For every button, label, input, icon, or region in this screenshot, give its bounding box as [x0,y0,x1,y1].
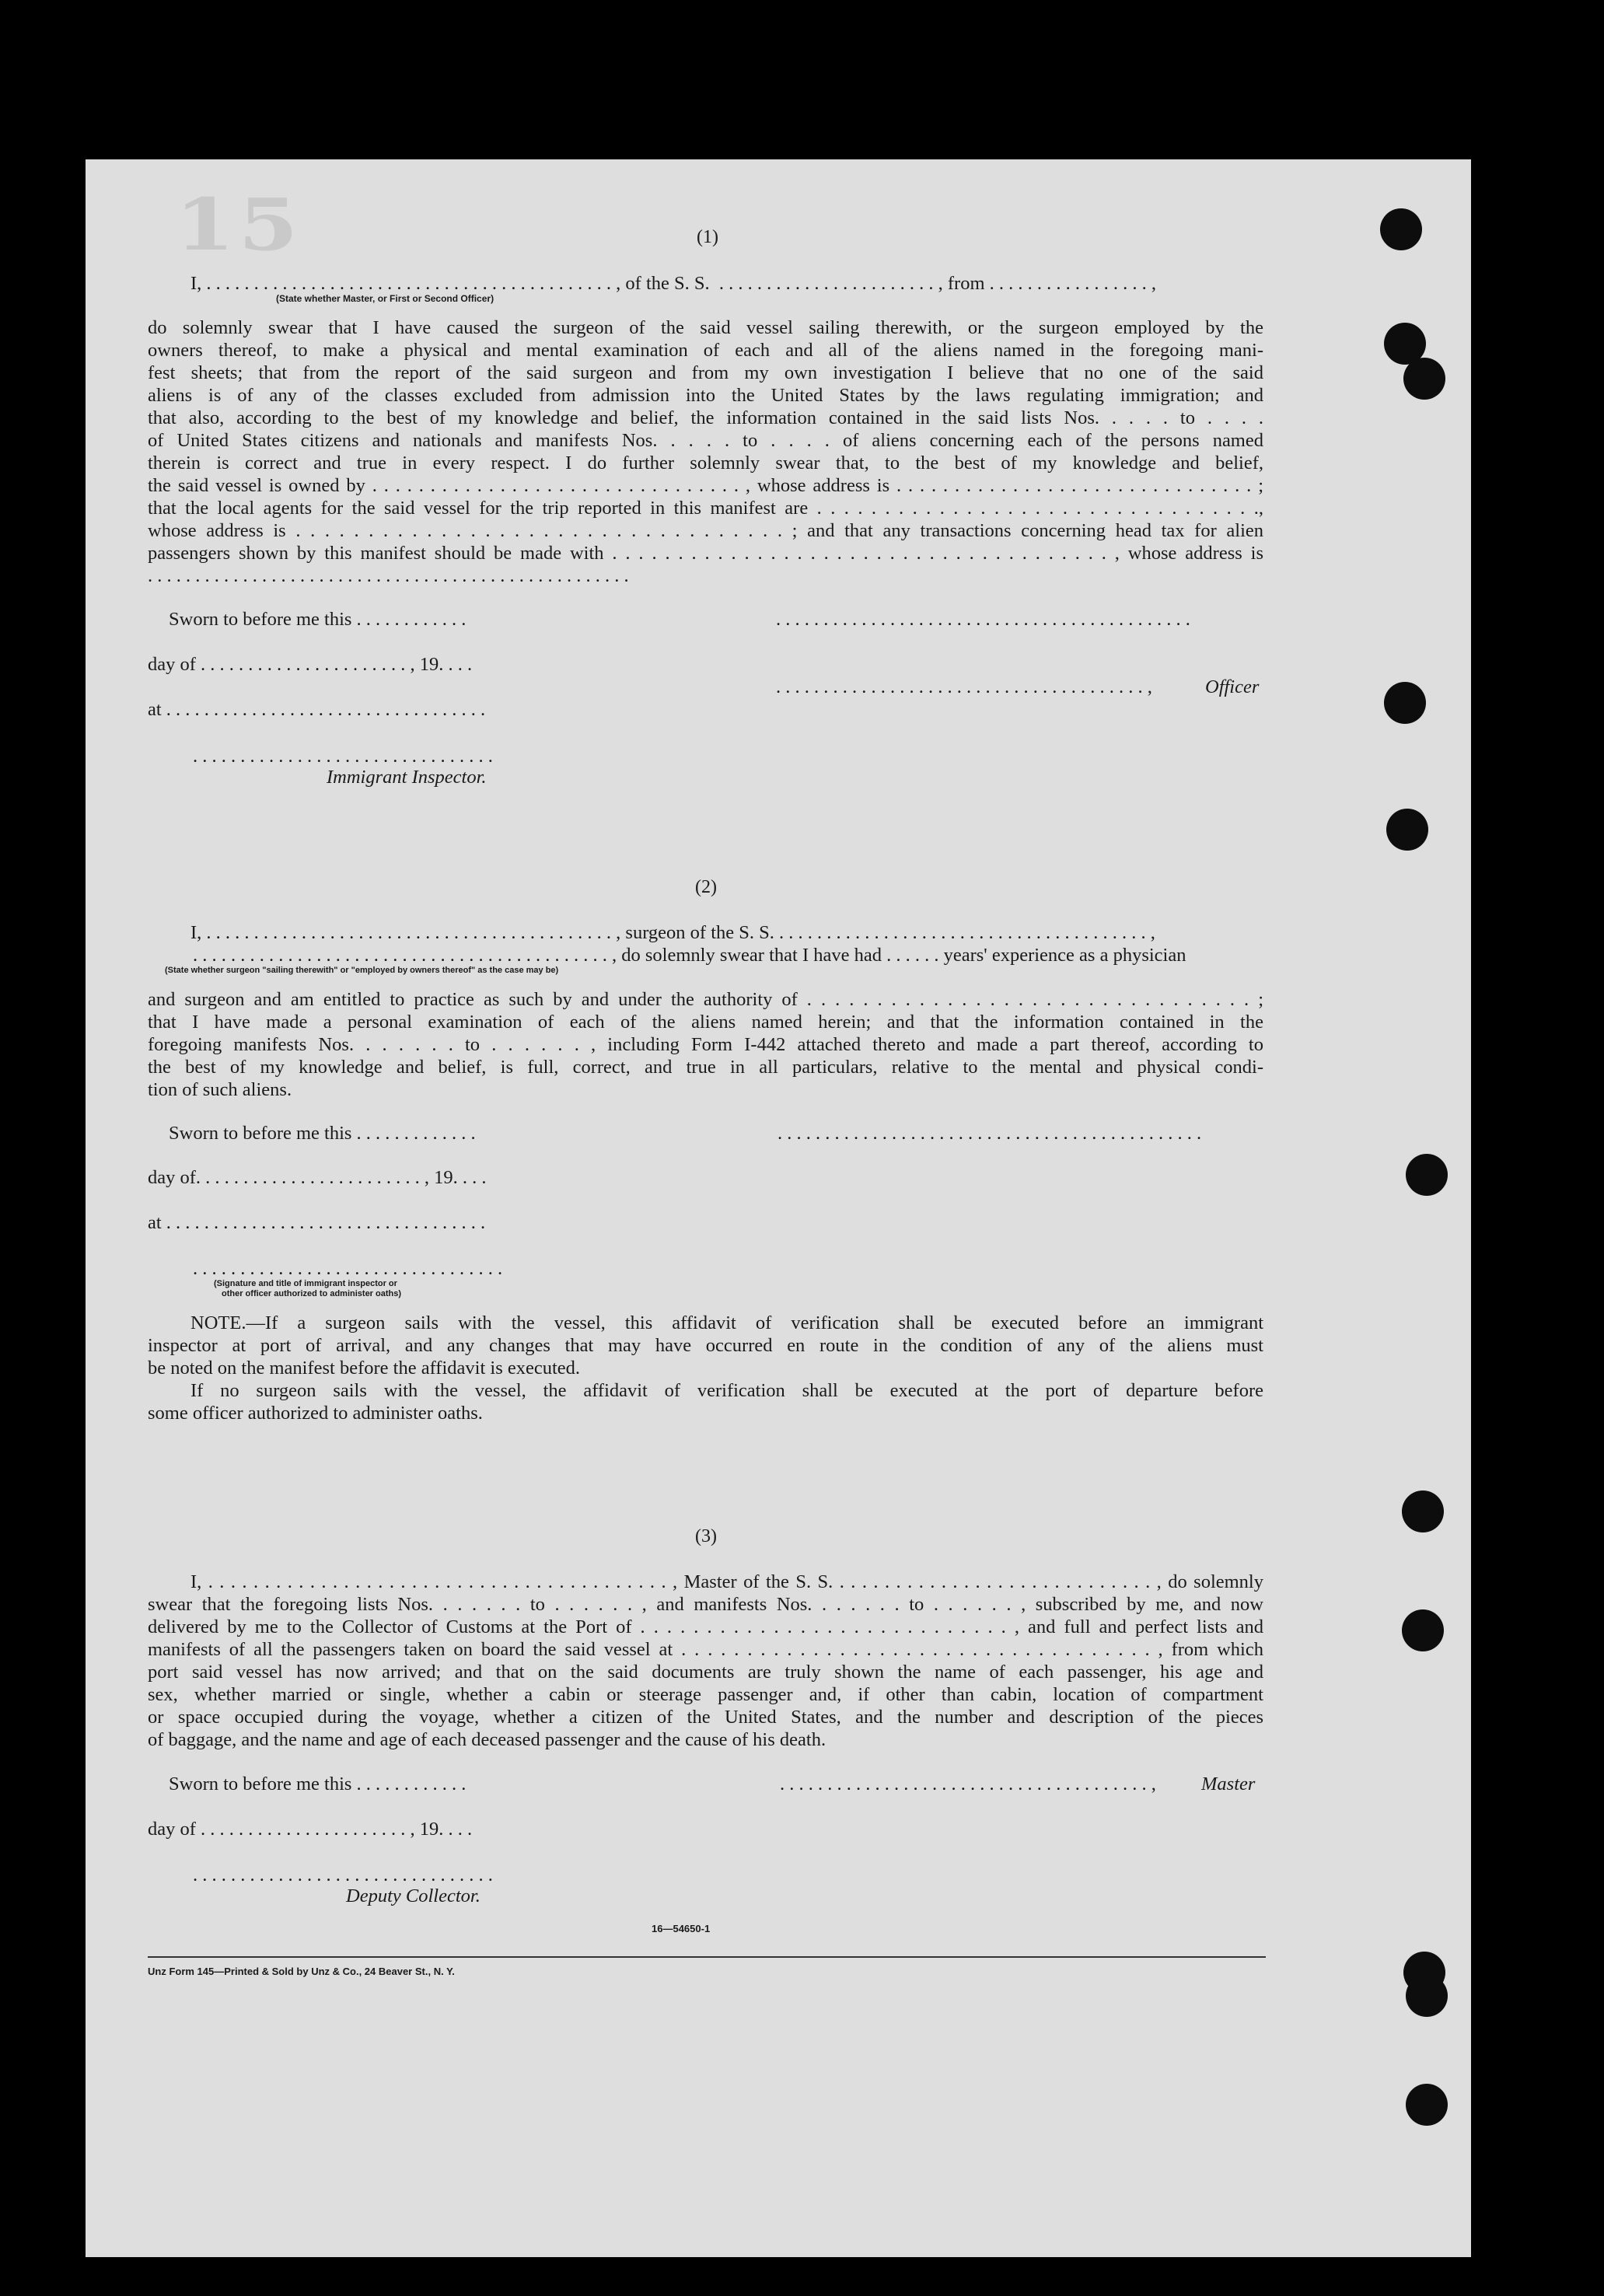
punch-hole [1402,1609,1444,1651]
s1-body-line: of United States citizens and nationals and manifests Nos. . . . . to . . . . of aliens concerning each of the persons named [148,430,1263,451]
note-line: If no surgeon sails with the vessel, the affidavit of verification shall be executed at the port of departure before [190,1380,1263,1401]
s1-sworn: Sworn to before me this . . . . . . . . . . . . [169,609,467,630]
s3-body-line: I, . . . . . . . . . . . . . . . . . . . . . . . . . . . . . . . . . . . . . . . . . , Master of the S. S. . . . . . . . . . . . . . . . . . . . . . . . . . . . . , do solemnly [190,1571,1263,1592]
s3-collector-sig-line: . . . . . . . . . . . . . . . . . . . . . . . . . . . . . . . . [193,1864,493,1885]
s1-body-line: passengers shown by this manifest should be made with . . . . . . . . . . . . . . . . . . . . . . . . . . . . . . . . . . . . . . , whose address is [148,543,1263,564]
s1-body-line: whose address is . . . . . . . . . . . . . . . . . . . . . . . . . . . . . . . . . . ; and that any transactions concerning head tax for alien [148,520,1263,541]
s3-collector-title: Deputy Collector. [346,1885,481,1906]
s1-first-line: I, . . . . . . . . . . . . . . . . . . . . . . . . . . . . . . . . . . . . . . . . . . . , of the S. S. . . . . . . . . . . . . . . . . . . . . . . . , from . . . . . . . . . . . . . . . . . , [190,273,1156,294]
s3-body-line: delivered by me to the Collector of Customs at the Port of . . . . . . . . . . . . . . . . . . . . . . . . . . . . , and full and perfect lists and [148,1616,1263,1637]
note-line: some officer authorized to administer oaths. [148,1403,483,1424]
s3-master-label: Master [1201,1774,1256,1795]
printer-footer: Unz Form 145—Printed & Sold by Unz & Co., 24 Beaver St., N. Y. [148,1966,455,1977]
s2-right-signature-dots: . . . . . . . . . . . . . . . . . . . . . . . . . . . . . . . . . . . . . . . . . . . . . [778,1123,1202,1144]
s3-day-of: day of . . . . . . . . . . . . . . . . . . . . . . , 19. . . . [148,1819,473,1840]
form-code: 16—54650-1 [652,1923,711,1934]
s2-body-line: and surgeon and am entitled to practice as such by and under the authority of . . . . . . . . . . . . . . . . . . . . . . . . . . . . . . . . ; [148,989,1263,1010]
s3-sworn: Sworn to before me this . . . . . . . . . . . . [169,1774,467,1795]
s1-body-line: do solemnly swear that I have caused the surgeon of the said vessel sailing therewith, or the surgeon employed by the [148,317,1263,338]
s1-at: at . . . . . . . . . . . . . . . . . . . . . . . . . . . . . . . . . . [148,699,486,720]
s2-body-line: the best of my knowledge and belief, is full, correct, and true in all particulars, relative to the mental and physical condi- [148,1057,1263,1078]
s2-body-line: that I have made a personal examination of each of the aliens named herein; and that the information contained in the [148,1012,1263,1033]
s2-sig-line: . . . . . . . . . . . . . . . . . . . . . . . . . . . . . . . . . [193,1258,503,1279]
s2-body [148,988,1263,1101]
s3-body-line: sex, whether married or single, whether a cabin or steerage passenger and, if other than cabin, location of compartment [148,1684,1263,1705]
s1-body-line: the said vessel is owned by . . . . . . . . . . . . . . . . . . . . . . . . . . . . . . . . , whose address is . . . . . . . . . . . . . . . . . . . . . . . . . . . . . . . ; [148,475,1263,496]
punch-hole [1406,1154,1448,1196]
punch-hole [1384,682,1426,724]
s2-sworn: Sworn to before me this . . . . . . . . . . . . . [169,1123,476,1144]
s1-body-line: aliens is of any of the classes excluded from admission into the United States by the laws regulating immigration; and [148,385,1263,406]
s3-body-line: port said vessel has now arrived; and that on the said documents are truly shown the name of each passenger, his age and [148,1662,1263,1683]
s1-day-of: day of . . . . . . . . . . . . . . . . . . . . . . , 19. . . . [148,654,473,675]
section-1-heading: (1) [697,227,718,247]
s2-body-line: foregoing manifests Nos. . . . . . . to . . . . . . , including Form I-442 attached thereto and made a part thereof, according to [148,1034,1263,1055]
s1-body-line: owners thereof, to make a physical and mental examination of each and all of the aliens named in the foregoing mani- [148,340,1263,361]
s1-body-line: that also, according to the best of my knowledge and belief, the information contained in the said lists Nos. . . . . to . . . . [148,407,1263,428]
s1-inspector-title: Immigrant Inspector. [327,767,487,788]
punch-hole [1406,2084,1448,2126]
s3-body-line: swear that the foregoing lists Nos. . . . . . . to . . . . . . , and manifests Nos. . . . . . . to . . . . . . , subscribed by me, and now [148,1594,1263,1615]
s1-officer-dots: . . . . . . . . . . . . . . . . . . . . . . . . . . . . . . . . . . . . . . . , [776,676,1152,697]
s1-body-line: therein is correct and true in every respect. I do further solemnly swear that, to the best of my knowledge and belief, [148,453,1263,474]
s2-first-line: I, . . . . . . . . . . . . . . . . . . . . . . . . . . . . . . . . . . . . . . . . . . . , surgeon of the S. S. . . . . . . . . . . . . . . . . . . . . . . . . . . . . . . . . . . . . . . . , [190,922,1155,943]
s1-officer-label: Officer [1205,676,1260,697]
punch-hole [1402,1490,1444,1532]
note-line: inspector at port of arrival, and any changes that may have occurred en route in the condition of any of the aliens must [148,1335,1263,1356]
s3-body-line: or space occupied during the voyage, whether a citizen of the United States, and the number and description of the pieces [148,1707,1263,1728]
s1-body [148,316,1263,587]
s2-surgeon-note: (State whether surgeon "sailing therewith" or "employed by owners thereof" as the case may be) [165,966,559,975]
s2-sig-note: other officer authorized to administer oaths) [222,1289,402,1298]
s1-right-signature-dots: . . . . . . . . . . . . . . . . . . . . . . . . . . . . . . . . . . . . . . . . . . . . [776,609,1190,630]
punch-hole [1386,809,1428,851]
section-2-heading: (2) [695,877,717,897]
s2-second-line: . . . . . . . . . . . . . . . . . . . . . . . . . . . . . . . . . . . . . . . . . . . . , do solemnly swear that I have had . . . . . . years' experience as a physician [193,945,1186,966]
s3-master-dots: . . . . . . . . . . . . . . . . . . . . . . . . . . . . . . . . . . . . . . . , [780,1774,1156,1795]
punch-hole [1380,208,1422,250]
s3-body [148,1571,1263,1751]
s2-day-of: day of. . . . . . . . . . . . . . . . . . . . . . . . , 19. . . . [148,1167,487,1188]
punch-hole [1406,1975,1448,2017]
s1-body-line: that the local agents for the said vessel for the trip reported in this manifest are . . . . . . . . . . . . . . . . . . . . . . . . . . . . . . . . ., [148,498,1263,519]
s1-body-line: . . . . . . . . . . . . . . . . . . . . . . . . . . . . . . . . . . . . . . . . . . . . . . . . . . . [148,565,629,586]
section-3-heading: (3) [695,1526,717,1546]
footer-rule [148,1956,1266,1958]
s3-body-line: manifests of all the passengers taken on board the said vessel at . . . . . . . . . . . . . . . . . . . . . . . . . . . . . . . . . . . . , from which [148,1639,1263,1660]
s2-at: at . . . . . . . . . . . . . . . . . . . . . . . . . . . . . . . . . . [148,1212,486,1233]
s1-body-line: fest sheets; that from the report of the said surgeon and from my own investigation I believe that no one of the said [148,362,1263,383]
s2-note [148,1312,1263,1424]
s2-body-line: tion of such aliens. [148,1079,292,1100]
s1-inspector-sig-line: . . . . . . . . . . . . . . . . . . . . . . . . . . . . . . . . [193,746,493,767]
note-line: NOTE.—If a surgeon sails with the vessel, this affidavit of verification shall be executed before an immigrant [190,1312,1263,1333]
s3-body-line: of baggage, and the name and age of each deceased passenger and the cause of his death. [148,1729,826,1750]
s2-sig-note: (Signature and title of immigrant inspector or [214,1279,397,1288]
s1-officer-note: (State whether Master, or First or Second Officer) [276,293,494,304]
page-number-bleedthrough: 15 [175,183,302,267]
punch-hole [1403,358,1445,400]
note-line: be noted on the manifest before the affidavit is executed. [148,1358,581,1379]
